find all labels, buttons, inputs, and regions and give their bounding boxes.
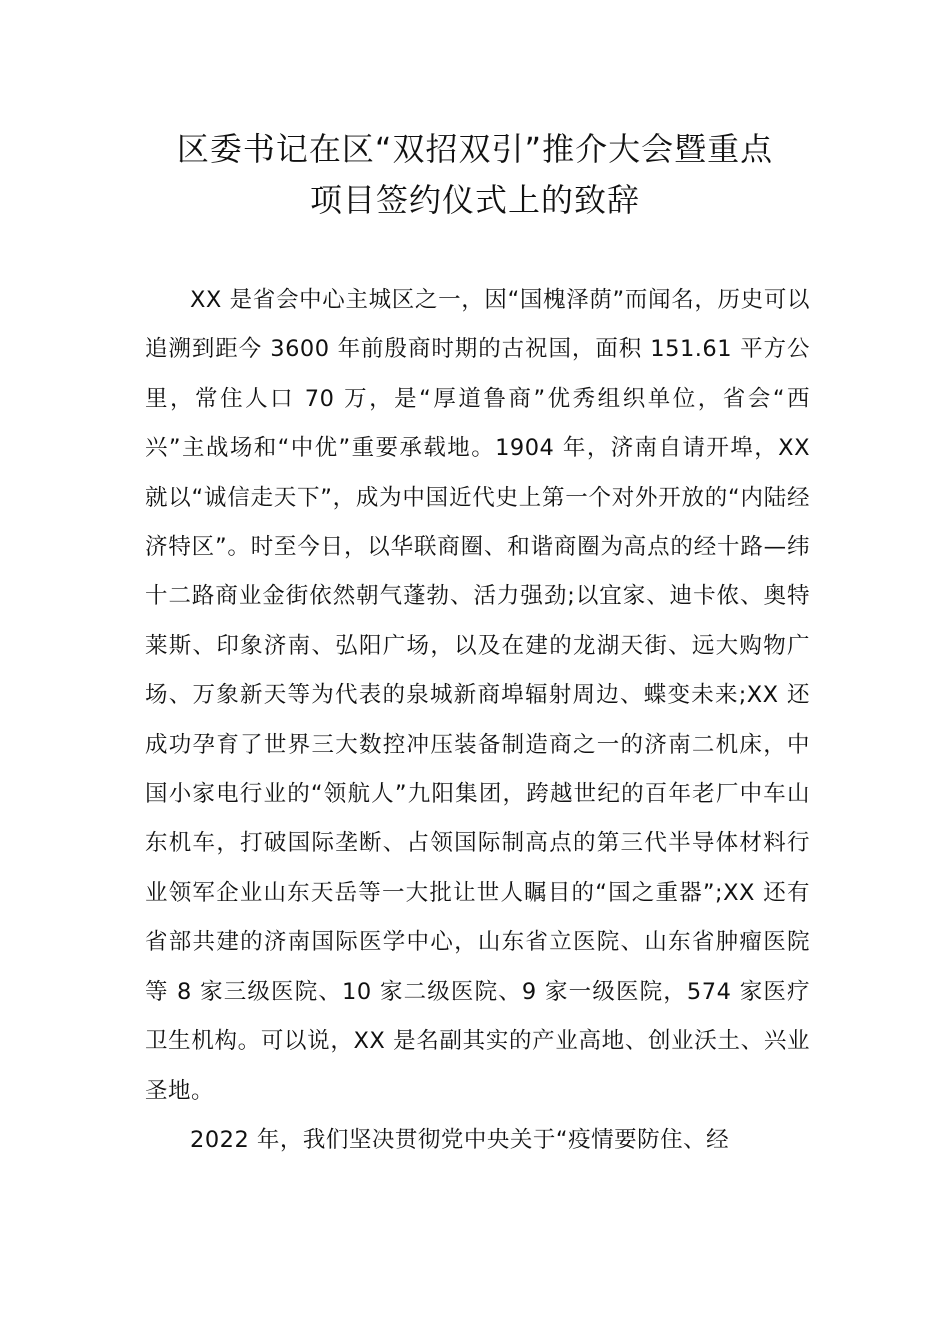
document-title-line-1: 区委书记在区“双招双引”推介大会暨重点 — [176, 130, 774, 168]
document-title-line-2: 项目签约仪式上的致辞 — [309, 181, 640, 219]
paragraph: 2022 年，我们坚决贯彻党中央关于“疫情要防住、经 — [190, 1126, 730, 1153]
paragraph: XX 是省会中心主城区之一，因“国槐泽荫”而闻名，历史可以追溯到距今 3600 年前殷商时期的古祝国，面积 151.61 平方公里，常住人口 70 万，是“厚道鲁商”优秀组织单位，省会“西兴”主战场和“中优”重要承载地。1904 年，济南自请开埠，XX 就以“诚信走天下”，成为中国近代史上第一个对外开放的“内陆经济特区”。时至今日，以华联商圈、和谐商圈为高点的经十路—纬十二路商业金街依然朝气蓬勃、活力强劲;以宜家、迪卡侬、奥特莱斯、印象济南、弘阳广场，以及在建的龙湖天街、远大购物广场、万象新天等为代表的泉城新商埠辐射周边、蝶变未来;XX 还成功孕育了世界三大数控冲压装备制造商之一的济南二机床，中国小家电行业的“领航人”九阳集团，跨越世纪的百年老厂中车山东机车，打破国际垄断、占领国际制高点的第三代半导体材料行业领军企业山东天岳等一大批让世人瞩目的“国之重器”;XX 还有省部共建的济南国际医学中心，山东省立医院、山东省肿瘤医院等 8 家三级医院、10 家二级医院、9 家一级医院，574 家医疗卫生机构。可以说，XX 是名副其实的产业高地、创业沃土、兴业圣地。 — [145, 287, 810, 1104]
document-body — [145, 276, 810, 1165]
